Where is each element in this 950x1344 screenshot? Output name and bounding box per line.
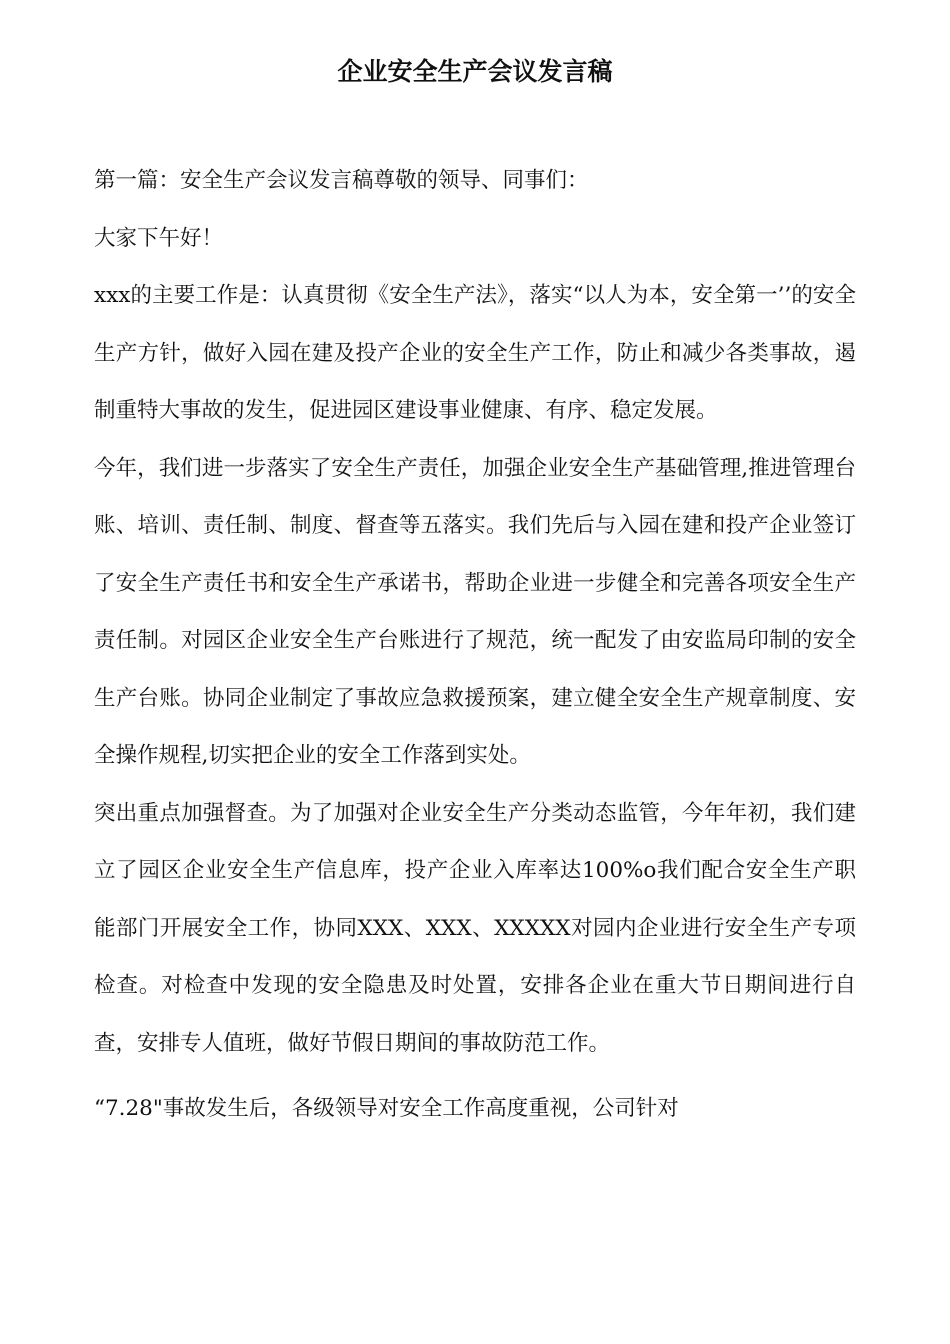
- paragraph-responsibility: 今年，我们进一步落实了安全生产责任，加强企业安全生产基础管理,推进管理台账、培训、责任制、制度、督查等五落实。我们先后与入园在建和投产企业签订了安全生产责任书和安全生产承诺书，帮助企业进一步健全和完善各项安全生产责任制。对园区企业安全生产台账进行了规范，统一配发了由安监局印制的安全生产台账。协同企业制定了事故应急救援预案，建立健全安全生产规章制度、安全操作规程,切实把企业的安全工作落到实处。: [94, 455, 856, 768]
- paragraph-main-work: xxx的主要工作是：认真贯彻《安全生产法》，落实“以人为本，安全第一’’的安全生产方针，做好入园在建及投产企业的安全生产工作，防止和减少各类事故，遏制重特大事故的发生，促进园区建设事业健康、有序、稳定发展。: [94, 283, 856, 423]
- document-body: [94, 152, 856, 1138]
- paragraph-greeting: 大家下午好！: [94, 225, 224, 251]
- paragraph-incident: “7.28"事故发生后，各级领导对安全工作高度重视，公司针对: [94, 1096, 679, 1121]
- paragraph-inspection: 突出重点加强督查。为了加强对企业安全生产分类动态监管，今年年初，我们建立了园区企业安全生产信息库，投产企业入库率达100%o我们配合安全生产职能部门开展安全工作，协同XXX、XXX、XXXXX对园内企业进行安全生产专项检查。对检查中发现的安全隐患及时处置，安排各企业在重大节日期间进行自查，安排专人值班，做好节假日期间的事故防范工作。: [94, 800, 856, 1056]
- document-title: 企业安全生产会议发言稿: [337, 57, 613, 86]
- paragraph-salutation: 第一篇：安全生产会议发言稿尊敬的领导、同事们：: [94, 168, 589, 193]
